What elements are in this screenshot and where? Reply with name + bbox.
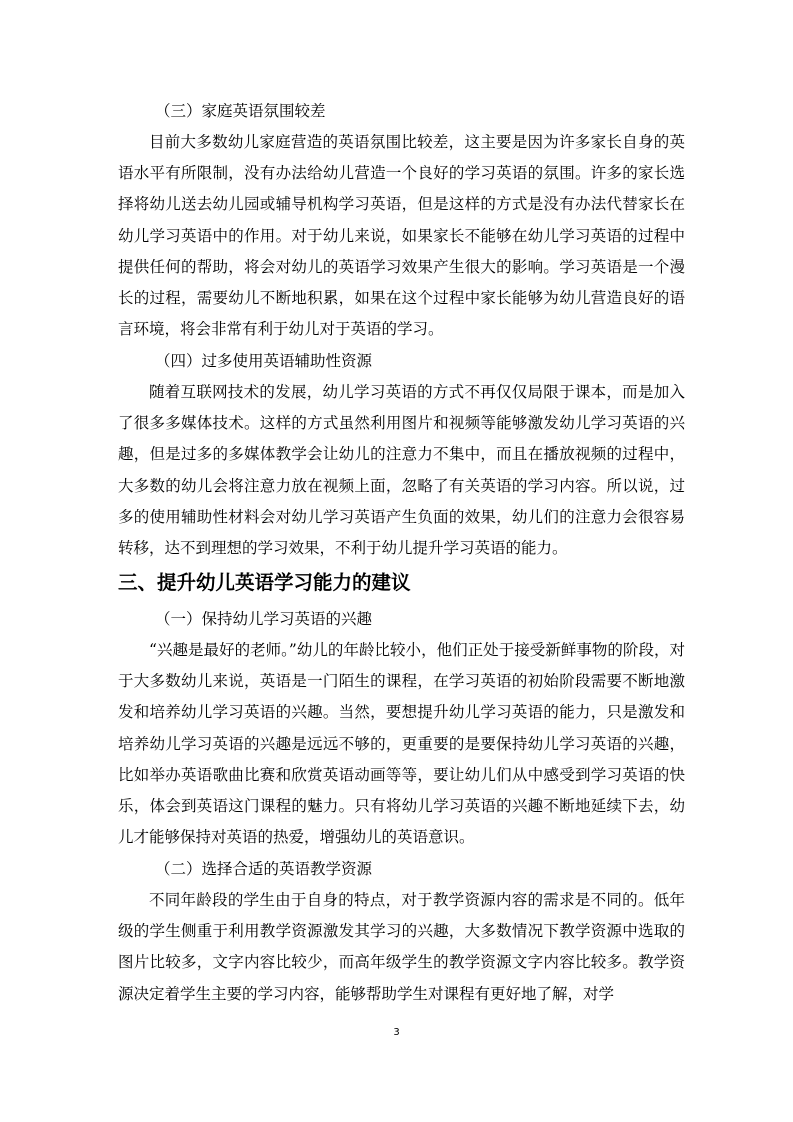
paragraph-auxiliary-resources: 随着互联网技术的发展，幼儿学习英语的方式不再仅仅局限于课本，而是加入了很多多媒体技术。这样的方式虽然利用图片和视频等能够激发幼儿学习英语的兴趣，但是过多的多媒体教学会让幼儿的注意力不集中，而且在播放视频的过程中，大多数的幼儿会将注意力放在视频上面，忽略了有关英语的学习内容。所以说，过多的使用辅助性材料会对幼儿学习英语产生负面的效果，幼儿们的注意力会很容易转移，达不到理想的学习效果，不利于幼儿提升学习英语的能力。 — [118, 383, 685, 558]
section-heading-auxiliary-resources: （四）过多使用英语辅助性资源 — [155, 352, 373, 370]
paragraph-maintain-interest: “兴趣是最好的老师。”幼儿的年龄比较小，他们正处于接受新鲜事物的阶段，对于大多数幼儿来说，英语是一门陌生的课程，在学习英语的初始阶段需要不断地激发和培养幼儿学习英语的兴趣。当然，要想提升幼儿学习英语的能力，只是激发和培养幼儿学习英语的兴趣是远远不够的，更重要的是要保持幼儿学习英语的兴趣，比如举办英语歌曲比赛和欣赏英语动画等等，要让幼儿们从中感受到学习英语的快乐，体会到英语这门课程的魅力。只有将幼儿学习英语的兴趣不断地延续下去，幼儿才能够保持对英语的热爱，增强幼儿的英语意识。 — [118, 641, 685, 847]
section-heading-teaching-resources: （二）选择合适的英语教学资源 — [155, 860, 373, 878]
page-number: 3 — [393, 1027, 400, 1038]
section-heading-family-english-atmosphere: （三）家庭英语氛围较差 — [155, 102, 326, 120]
section-heading-maintain-interest: （一）保持幼儿学习英语的兴趣 — [155, 610, 373, 628]
paragraph-teaching-resources: 不同年龄段的学生由于自身的特点，对于教学资源内容的需求是不同的。低年级的学生侧重于利用教学资源激发其学习的兴趣，大多数情况下教学资源中选取的图片比较多，文字内容比较少，而高年级学生的教学资源文字内容比较多。教学资源决定着学生主要的学习内容，能够帮助学生对课程有更好地了解，对学 — [118, 891, 685, 1003]
paragraph-family-english-atmosphere: 目前大多数幼儿家庭营造的英语氛围比较差，这主要是因为许多家长自身的英语水平有所限制，没有办法给幼儿营造一个良好的学习英语的氛围。许多的家长选择将幼儿送去幼儿园或辅导机构学习英语，但是这样的方式是没有办法代替家长在幼儿学习英语中的作用。对于幼儿来说，如果家长不能够在幼儿学习英语的过程中提供任何的帮助，将会对幼儿的英语学习效果产生很大的影响。学习英语是一个漫长的过程，需要幼儿不断地积累，如果在这个过程中家长能够为幼儿营造良好的语言环境，将会非常有利于幼儿对于英语的学习。 — [118, 133, 685, 339]
chapter-heading-suggestions: 三、提升幼儿英语学习能力的建议 — [118, 571, 411, 594]
